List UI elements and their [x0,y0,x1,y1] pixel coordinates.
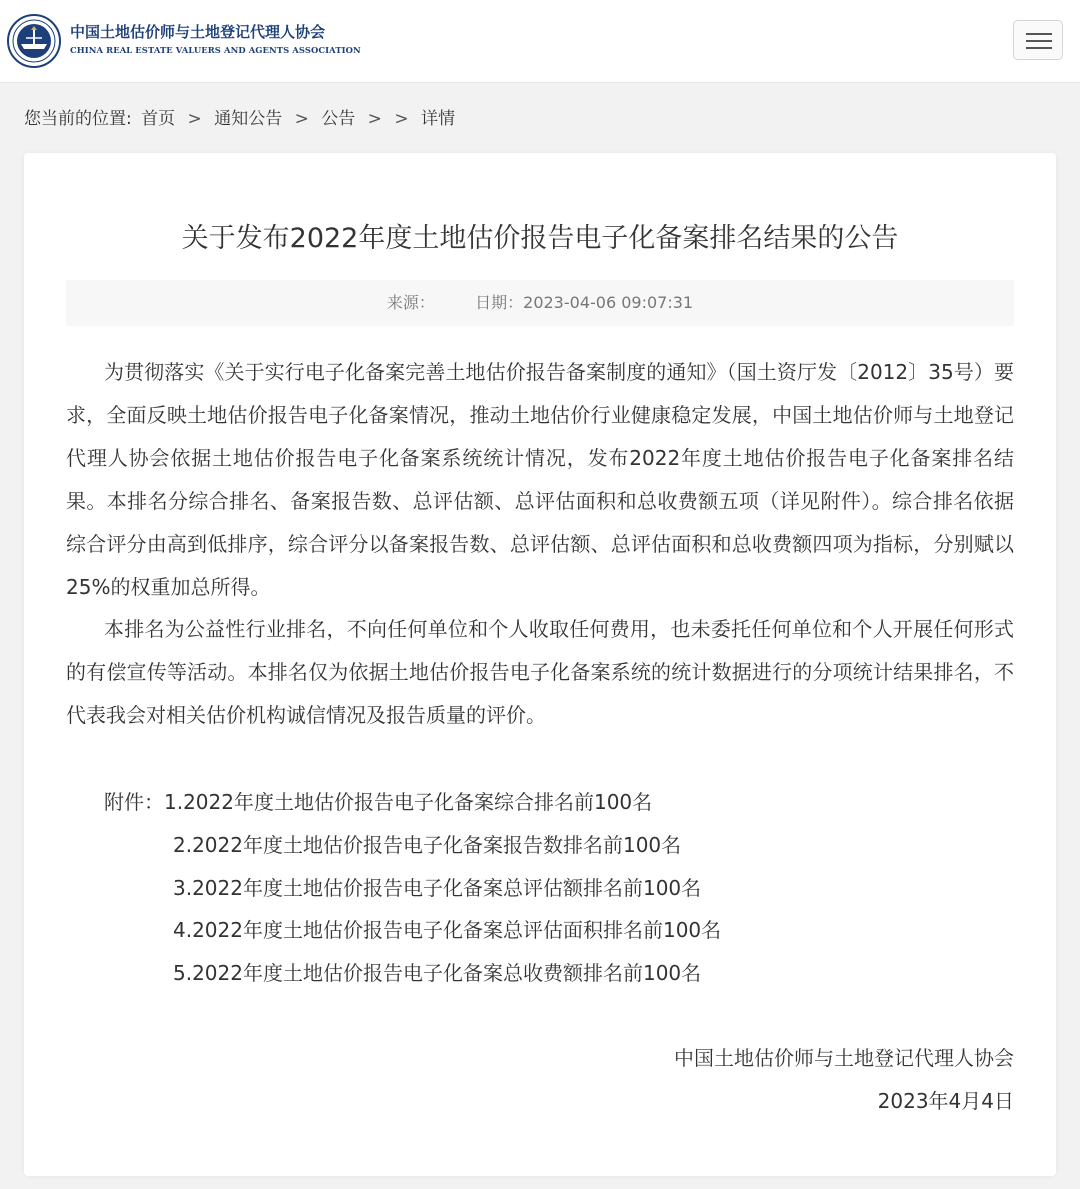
site-header [0,0,1080,83]
breadcrumb-prefix: 您当前的位置: [24,109,132,129]
breadcrumb-item-home[interactable]: 首页 [141,109,176,129]
hamburger-menu-icon-bar [1026,47,1052,49]
date-label: 日期： [475,293,524,312]
attachments-label: 附件： [104,790,164,814]
breadcrumb-separator: > [367,109,382,129]
org-name-cn: 中国土地估价师与土地登记代理人协会 [70,23,326,41]
breadcrumb-item-announcement[interactable]: 公告 [321,109,356,129]
breadcrumb-item-detail: 详情 [420,109,455,129]
breadcrumb-separator: > [294,109,309,129]
attachment-link-2[interactable]: 2.2022年度土地估价报告电子化备案报告数排名前100名 [173,833,682,857]
article-title: 关于发布2022年度土地估价报告电子化备案排名结果的公告 [181,223,899,254]
breadcrumb [24,104,455,129]
association-emblem-icon[interactable] [7,14,61,68]
breadcrumb-separator: > [394,109,409,129]
date-value: 2023-04-06 09:07:31 [523,293,694,312]
breadcrumb-separator: > [187,109,202,129]
attachment-link-5[interactable]: 5.2022年度土地估价报告电子化备案总收费额排名前100名 [173,961,702,985]
attachments-line-1 [104,786,652,815]
article-meta [66,280,1014,326]
attachment-link-4[interactable]: 4.2022年度土地估价报告电子化备案总评估面积排名前100名 [173,918,722,942]
signature-date: 2023年4月4日 [877,1089,1014,1113]
signature-org: 中国土地估价师与土地登记代理人协会 [674,1046,1014,1070]
article-paragraph-1: 为贯彻落实《关于实行电子化备案完善土地估价报告备案制度的通知》（国土资厅发〔2012〕35号）要求，全面反映土地估价报告电子化备案情况，推动土地估价行业健康稳定发展，中国土地估价师与土地登记代理人协会依据土地估价报告电子化备案系统统计情况，发布2022年度土地估价报告电子化备案排名结果。本排名分综合排名、备案报告数、总评估额、总评估面积和总收费额五项（详见附件）。综合排名依据综合评分由高到低排序，综合评分以备案报告数、总评估额、总评估面积和总收费额四项为指标，分别赋以25%的权重加总所得。 [66,360,1014,599]
org-name-en: CHINA REAL ESTATE VALUERS AND AGENTS ASSOCIATION [70,45,361,55]
hamburger-menu-icon-bar [1026,40,1052,42]
source-label: 来源： [386,293,435,312]
attachment-link-1[interactable]: 1.2022年度土地估价报告电子化备案综合排名前100名 [164,790,653,814]
hamburger-menu-button[interactable] [1013,20,1063,60]
attachment-link-3[interactable]: 3.2022年度土地估价报告电子化备案总评估额排名前100名 [173,876,702,900]
hamburger-menu-icon [1026,33,1052,35]
article-paragraph-2: 本排名为公益性行业排名，不向任何单位和个人收取任何费用，也未委托任何单位和个人开展任何形式的有偿宣传等活动。本排名仅为依据土地估价报告电子化备案系统的统计数据进行的分项统计结果排名，不代表我会对相关估价机构诚信情况及报告质量的评价。 [66,617,1014,727]
breadcrumb-item-notices[interactable]: 通知公告 [214,109,283,129]
